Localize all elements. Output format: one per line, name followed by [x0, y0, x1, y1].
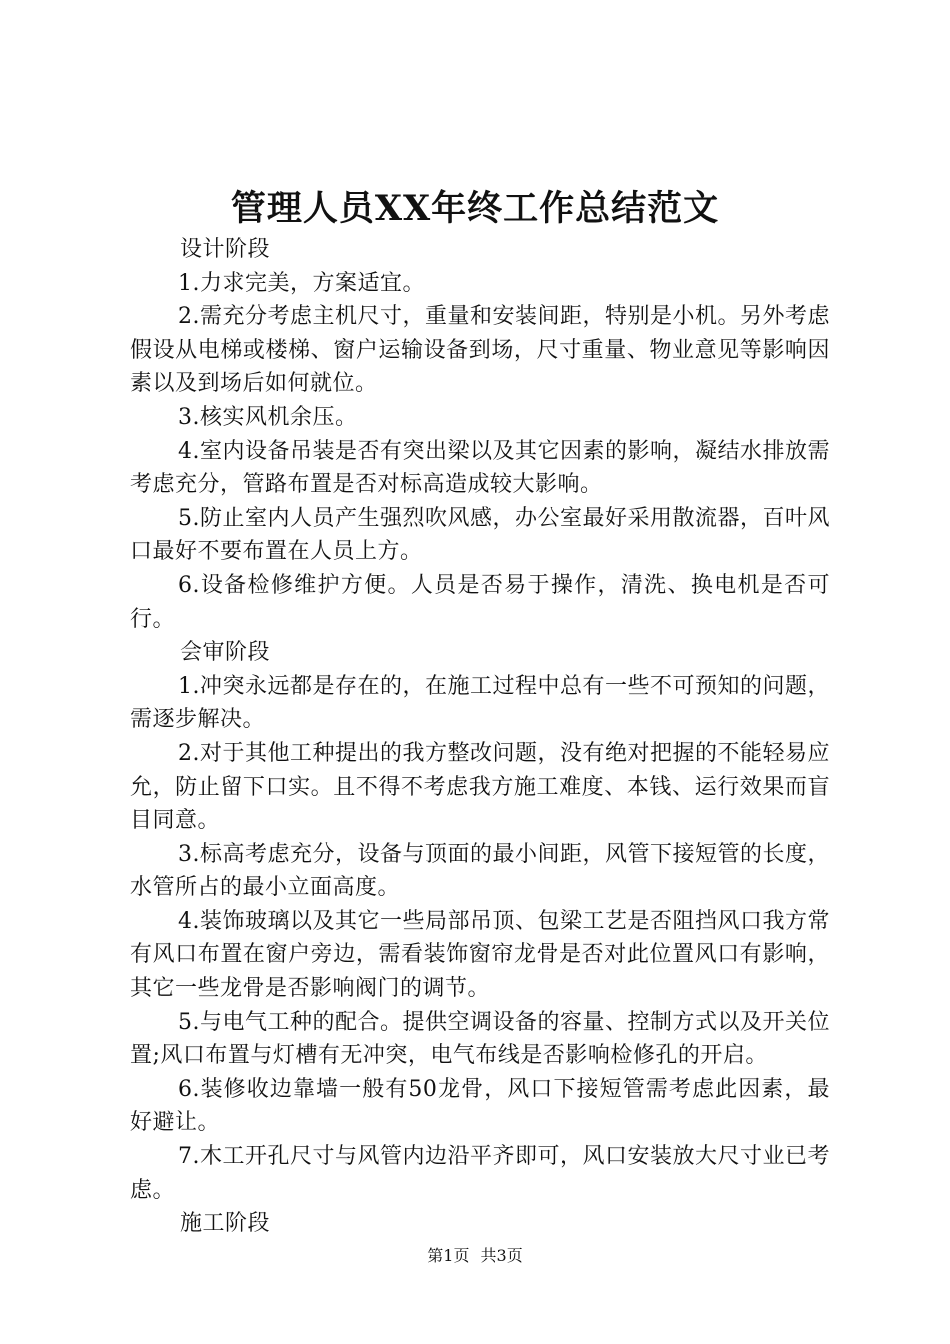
paragraph: 6.设备检修维护方便。人员是否易于操作，清洗、换电机是否可行。: [130, 572, 830, 632]
paragraph: 5.与电气工种的配合。提供空调设备的容量、控制方式以及开关位置;风口布置与灯槽有无冲突，电气布线是否影响检修孔的开启。: [130, 1009, 830, 1069]
document-title: 管理人员XX年终工作总结范文: [230, 188, 720, 229]
paragraph: 3.标高考虑充分，设备与顶面的最小间距，风管下接短管的长度，水管所占的最小立面高度。: [130, 841, 830, 901]
paragraph: 1.力求完美，方案适宜。: [178, 270, 425, 296]
document-body: [130, 233, 830, 1241]
paragraph: 4.室内设备吊装是否有突出梁以及其它因素的影响，凝结水排放需考虑充分，管路布置是否对标高造成较大影响。: [130, 438, 830, 498]
paragraph: 3.核实风机余压。: [178, 404, 358, 430]
paragraph: 1.冲突永远都是存在的，在施工过程中总有一些不可预知的问题，需逐步解决。: [130, 673, 830, 733]
paragraph: 7.木工开孔尺寸与风管内边沿平齐即可，风口安装放大尺寸业已考虑。: [130, 1144, 830, 1203]
section-heading-construction: 施工阶段: [180, 1211, 271, 1237]
paragraph: 6.装修收边靠墙一般有50龙骨，风口下接短管需考虑此因素，最好避让。: [130, 1076, 830, 1136]
paragraph: 2.需充分考虑主机尺寸，重量和安装间距，特别是小机。另外考虑假设从电梯或楼梯、窗户运输设备到场，尺寸重量、物业意见等影响因素以及到场后如何就位。: [130, 304, 830, 397]
paragraph: 2.对于其他工种提出的我方整改问题，没有绝对把握的不能轻易应允，防止留下口实。且不得不考虑我方施工难度、本钱、运行效果而盲目同意。: [130, 740, 830, 834]
paragraph: 5.防止室内人员产生强烈吹风感，办公室最好采用散流器，百叶风口最好不要布置在人员上方。: [130, 505, 830, 565]
paragraph: 4.装饰玻璃以及其它一些局部吊顶、包梁工艺是否阻挡风口我方常有风口布置在窗户旁边，需看装饰窗帘龙骨是否对此位置风口有影响，其它一些龙骨是否影响阀门的调节。: [130, 908, 830, 1002]
page-number: 第1页: [427, 1246, 470, 1265]
section-heading-review: 会审阶段: [180, 640, 271, 666]
page-total: 共3页: [480, 1246, 523, 1265]
page-footer: [0, 1244, 950, 1268]
section-heading-design: 设计阶段: [180, 237, 271, 262]
